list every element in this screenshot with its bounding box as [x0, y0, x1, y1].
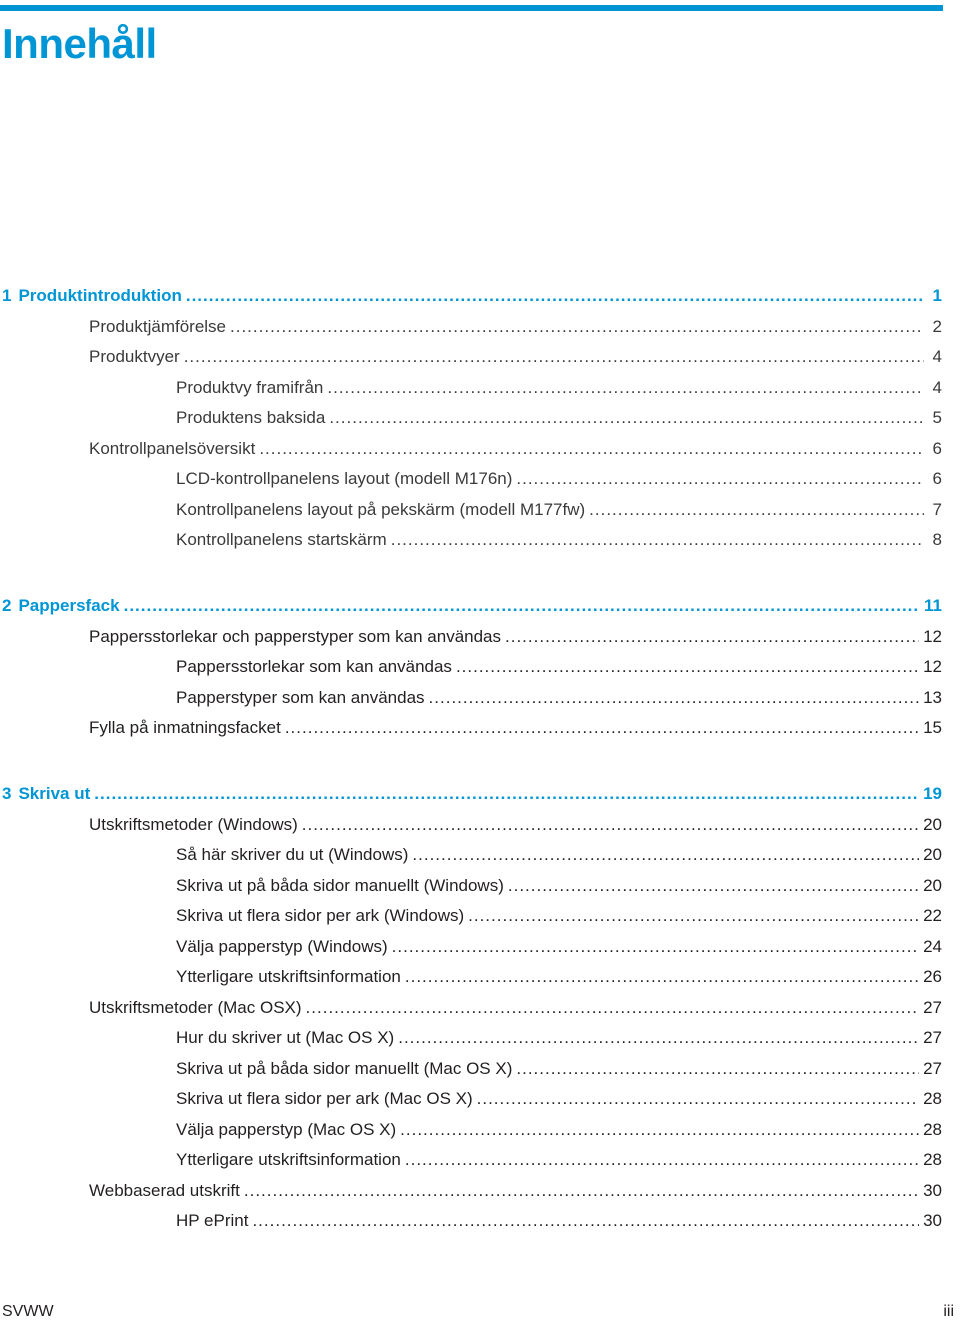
toc-page-number: 15 [923, 718, 942, 737]
toc-entry-label: Fylla på inmatningsfacket [89, 718, 281, 737]
toc-page-number: 8 [932, 530, 942, 549]
toc-entry-label: Kontrollpanelsöversikt [89, 439, 256, 458]
toc-page-number: 24 [923, 937, 942, 956]
toc-entry-label: Ytterligare utskriftsinformation [176, 1150, 401, 1169]
toc-page-number: 13 [923, 688, 942, 707]
toc-entry-label: Papperstyper som kan användas [176, 688, 425, 707]
dot-leader [508, 875, 919, 897]
dot-leader [477, 1088, 919, 1110]
toc-entry[interactable] [176, 1205, 942, 1235]
toc-entry-label: Skriva ut [18, 784, 91, 803]
toc-page-number: 28 [923, 1150, 942, 1169]
dot-leader [405, 1149, 919, 1171]
toc-entry-label: Skriva ut flera sidor per ark (Windows) [176, 906, 465, 925]
dot-leader [124, 595, 920, 617]
dot-leader [186, 285, 924, 307]
dot-leader [468, 905, 919, 927]
toc-page-number: 27 [923, 998, 942, 1017]
page-title: Innehåll [2, 20, 157, 67]
toc-page-number: 20 [923, 876, 942, 895]
toc-entry[interactable] [176, 524, 942, 554]
toc-page-number: 20 [923, 815, 942, 834]
toc-page-number: 20 [923, 845, 942, 864]
dot-leader [456, 656, 919, 678]
toc-entry[interactable] [176, 870, 942, 900]
dot-leader [230, 316, 924, 338]
toc-entry-label: Produktintroduktion [18, 286, 182, 305]
toc-page-number: 4 [932, 378, 942, 397]
dot-leader [505, 626, 919, 648]
toc-page-number: 4 [932, 347, 942, 366]
toc-entry[interactable] [176, 1083, 942, 1113]
toc-page-number: 30 [923, 1181, 942, 1200]
toc-entry-label: Utskriftsmetoder (Windows) [89, 815, 298, 834]
toc-page-number: 2 [932, 317, 942, 336]
toc-page-number: 6 [932, 469, 942, 488]
footer-document-code: SVWW [2, 1303, 54, 1320]
toc-page-number: 5 [932, 408, 942, 427]
toc-page-number: 22 [923, 906, 942, 925]
toc-entry-label: Kontrollpanelens layout på pekskärm (modell M177fw) [176, 500, 586, 519]
dot-leader [184, 346, 924, 368]
toc-page-number: 11 [924, 596, 942, 615]
dot-leader [259, 438, 924, 460]
toc-page-number: 19 [923, 784, 942, 803]
dot-leader [306, 997, 920, 1019]
toc-entry-label: Pappersstorlekar och papperstyper som kan användas [89, 627, 502, 646]
toc-entry[interactable] [176, 463, 942, 493]
header-rule [0, 5, 943, 11]
dot-leader [327, 377, 924, 399]
dot-leader [392, 936, 919, 958]
toc-chapter-entry[interactable] [2, 280, 942, 310]
toc-entry-label: Produktens baksida [176, 408, 326, 427]
toc-entry-label: Ytterligare utskriftsinformation [176, 967, 401, 986]
toc-entry-label: Kontrollpanelens startskärm [176, 530, 387, 549]
toc-page-number: 28 [923, 1120, 942, 1139]
toc-page-number: 12 [923, 627, 942, 646]
toc-entry-label: Utskriftsmetoder (Mac OSX) [89, 998, 302, 1017]
dot-leader [412, 844, 919, 866]
chapter-number: 2 [2, 596, 12, 615]
toc-page-number: 1 [932, 286, 942, 305]
toc-entry-label: Produktvyer [89, 347, 180, 366]
dot-leader [302, 814, 919, 836]
toc-entry[interactable] [176, 1144, 942, 1174]
toc-entry-label: Skriva ut flera sidor per ark (Mac OS X) [176, 1089, 473, 1108]
toc-entry[interactable] [89, 809, 942, 839]
toc-entry[interactable] [176, 682, 942, 712]
toc-chapter-entry[interactable] [2, 590, 942, 620]
dot-leader [429, 687, 920, 709]
toc-page-number: 12 [923, 657, 942, 676]
dot-leader [516, 1058, 919, 1080]
toc-entry[interactable] [176, 372, 942, 402]
toc-page-number: 26 [923, 967, 942, 986]
toc-chapter-entry[interactable] [2, 778, 942, 808]
dot-leader [516, 468, 924, 490]
toc-entry[interactable] [176, 839, 942, 869]
toc-entry[interactable] [176, 1114, 942, 1144]
toc-entry[interactable] [89, 992, 942, 1022]
toc-entry[interactable] [89, 1175, 942, 1205]
dot-leader [329, 407, 924, 429]
toc-entry[interactable] [89, 311, 942, 341]
dot-leader [285, 717, 919, 739]
toc-entry-label: Produktjämförelse [89, 317, 227, 336]
toc-entry-label: Skriva ut på båda sidor manuellt (Mac OS X) [176, 1059, 513, 1078]
dot-leader [400, 1119, 919, 1141]
toc-entry-label: Pappersstorlekar som kan användas [176, 657, 452, 676]
toc-entry[interactable] [176, 1022, 942, 1052]
toc-entry-label: Så här skriver du ut (Windows) [176, 845, 409, 864]
toc-entry-label: HP ePrint [176, 1211, 249, 1230]
toc-entry[interactable] [176, 402, 942, 432]
chapter-number: 1 [2, 286, 12, 305]
toc-entry-label: Välja papperstyp (Windows) [176, 937, 388, 956]
toc-entry[interactable] [176, 961, 942, 991]
footer-page-number: iii [943, 1303, 954, 1320]
toc-entry[interactable] [176, 651, 942, 681]
toc-page-number: 30 [923, 1211, 942, 1230]
toc-page-number: 27 [923, 1028, 942, 1047]
toc-entry-label: Produktvy framifrån [176, 378, 324, 397]
toc-entry-label: Pappersfack [18, 596, 120, 615]
toc-entry[interactable] [176, 931, 942, 961]
toc-entry[interactable] [176, 494, 942, 524]
dot-leader [252, 1210, 919, 1232]
toc-page-number: 27 [923, 1059, 942, 1078]
toc-entry[interactable] [89, 712, 942, 742]
chapter-number: 3 [2, 784, 12, 803]
toc-page-number: 7 [932, 500, 942, 519]
toc-entry[interactable] [89, 341, 942, 371]
dot-leader [589, 499, 924, 521]
dot-leader [391, 529, 924, 551]
toc-entry[interactable] [89, 621, 942, 651]
dot-leader [94, 783, 919, 805]
toc-page-number: 28 [923, 1089, 942, 1108]
toc-entry-label: Skriva ut på båda sidor manuellt (Windows) [176, 876, 504, 895]
dot-leader [398, 1027, 919, 1049]
toc-entry[interactable] [176, 900, 942, 930]
toc-entry[interactable] [89, 433, 942, 463]
toc-entry-label: Hur du skriver ut (Mac OS X) [176, 1028, 395, 1047]
toc-page-number: 6 [932, 439, 942, 458]
dot-leader [244, 1180, 919, 1202]
toc-entry-label: Välja papperstyp (Mac OS X) [176, 1120, 397, 1139]
toc-entry-label: Webbaserad utskrift [89, 1181, 240, 1200]
toc-entry[interactable] [176, 1053, 942, 1083]
dot-leader [405, 966, 919, 988]
toc-entry-label: LCD-kontrollpanelens layout (modell M176n) [176, 469, 513, 488]
